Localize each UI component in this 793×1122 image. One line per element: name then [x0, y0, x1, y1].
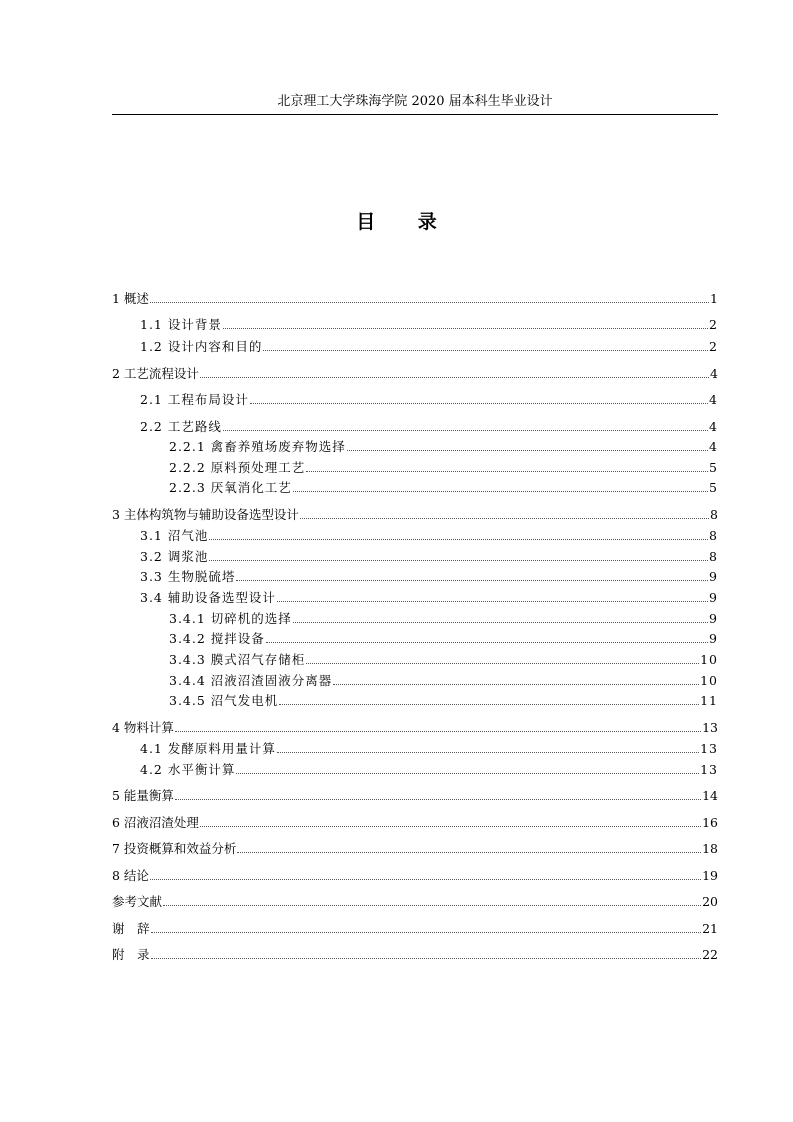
toc-entry[interactable] [169, 690, 718, 710]
toc-entry-page: 8 [709, 549, 718, 564]
toc-entry-page: 22 [702, 947, 718, 962]
toc-entry-label: 2.2.3 厌氧消化工艺 [169, 480, 292, 495]
toc-entry-page: 5 [709, 460, 718, 475]
toc-leader-dots [150, 865, 701, 880]
toc-entry-label: 1 概述 [112, 291, 149, 306]
toc-leader-dots [263, 336, 708, 351]
toc-entry-page: 13 [702, 720, 718, 735]
toc-entry-page: 9 [709, 569, 718, 584]
toc-entry-page: 11 [700, 693, 718, 708]
toc-entry-label: 谢 辞 [112, 921, 150, 936]
toc-entry[interactable] [112, 288, 718, 308]
toc-entry[interactable] [140, 759, 718, 779]
toc-entry-label: 3.4.3 膜式沼气存储柜 [169, 652, 306, 667]
toc-leader-dots [266, 628, 708, 643]
toc-entry-label: 2.2.2 原料预处理工艺 [169, 460, 306, 475]
running-header: 北京理工大学珠海学院 2020 届本科生毕业设计 [277, 94, 553, 109]
toc-entry[interactable] [112, 785, 718, 805]
toc-entry[interactable] [112, 717, 718, 737]
toc-entry-page: 5 [709, 480, 718, 495]
toc-entry-page: 19 [702, 868, 718, 883]
toc-leader-dots [200, 812, 701, 827]
toc-entry-label: 7 投资概算和效益分析 [112, 841, 237, 856]
toc-entry-label: 2 工艺流程设计 [112, 366, 199, 381]
toc-entry-page: 13 [700, 762, 718, 777]
toc-leader-dots [223, 416, 708, 431]
toc-entry[interactable] [140, 566, 718, 586]
toc-entry-page: 20 [702, 894, 718, 909]
toc-entry[interactable] [140, 416, 718, 436]
toc-entry-label: 附 录 [112, 947, 150, 962]
toc-leader-dots [293, 477, 708, 492]
toc-entry-label: 1.2 设计内容和目的 [140, 339, 263, 354]
toc-entry[interactable] [112, 363, 718, 383]
toc-entry[interactable] [112, 865, 718, 885]
toc-entry[interactable] [140, 336, 718, 356]
toc-entry-label: 4 物料计算 [112, 720, 174, 735]
toc-entry-label: 4.1 发酵原料用量计算 [140, 741, 276, 756]
toc-entry-label: 参考文献 [112, 894, 163, 909]
toc-leader-dots [277, 738, 699, 753]
toc-entry-page: 10 [700, 673, 718, 688]
toc-leader-dots [293, 608, 708, 623]
toc-entry-page: 4 [709, 392, 718, 407]
toc-leader-dots [237, 838, 701, 853]
toc-leader-dots [236, 759, 699, 774]
toc-entry[interactable] [140, 546, 718, 566]
toc-leader-dots [151, 944, 702, 959]
toc-entry-page: 1 [710, 291, 718, 306]
toc-entry-label: 3.4.5 沼气发电机 [169, 693, 279, 708]
toc-entry[interactable] [169, 649, 718, 669]
toc-leader-dots [150, 288, 709, 303]
toc-leader-dots [279, 690, 699, 705]
toc-entry-label: 3.4 辅助设备选型设计 [140, 590, 276, 605]
toc-entry[interactable] [169, 628, 718, 648]
toc-leader-dots [347, 436, 708, 451]
toc-entry-label: 2.2.1 禽畜养殖场废弃物选择 [169, 439, 346, 454]
toc-leader-dots [300, 504, 709, 519]
toc-entry-label: 3.4.2 搅拌设备 [169, 631, 265, 646]
toc-leader-dots [200, 363, 709, 378]
toc-entry-label: 3.4.4 沼液沼渣固液分离器 [169, 673, 333, 688]
toc-entry[interactable] [169, 436, 718, 456]
toc-entry-page: 16 [702, 815, 718, 830]
toc-entry[interactable] [112, 812, 718, 832]
toc-entry[interactable] [112, 891, 718, 911]
toc-entry-label: 5 能量衡算 [112, 788, 174, 803]
toc-leader-dots [223, 314, 708, 329]
toc-entry[interactable] [140, 389, 718, 409]
toc-entry-label: 3 主体构筑物与辅助设备选型设计 [112, 507, 299, 522]
toc-entry-label: 6 沼液沼渣处理 [112, 815, 199, 830]
toc-entry-label: 3.2 调浆池 [140, 549, 209, 564]
toc-entry-page: 14 [702, 788, 718, 803]
toc-entry-page: 4 [710, 366, 718, 381]
toc-entry-page: 9 [709, 611, 718, 626]
toc-entry-page: 4 [709, 419, 718, 434]
toc-entry-page: 21 [702, 921, 718, 936]
toc-entry[interactable] [140, 314, 718, 334]
toc-entry-label: 3.3 生物脱硫塔 [140, 569, 236, 584]
toc-leader-dots [250, 389, 708, 404]
toc-entry-page: 9 [709, 590, 718, 605]
toc-entry-page: 2 [709, 317, 718, 332]
toc-leader-dots [163, 891, 701, 906]
toc-entry[interactable] [140, 587, 718, 607]
toc-leader-dots [277, 587, 708, 602]
toc-leader-dots [236, 566, 708, 581]
toc-entry-page: 9 [709, 631, 718, 646]
toc-leader-dots [306, 649, 699, 664]
toc-entry-page: 4 [709, 439, 718, 454]
toc-entry-label: 4.2 水平衡计算 [140, 762, 236, 777]
toc-leader-dots [333, 670, 699, 685]
toc-entry-label: 8 结论 [112, 868, 149, 883]
toc-entry[interactable] [169, 457, 718, 477]
header-rule [112, 114, 718, 115]
toc-entry-label: 2.1 工程布局设计 [140, 392, 249, 407]
toc-entry-page: 18 [702, 841, 718, 856]
toc-entry[interactable] [112, 918, 718, 938]
toc-entry-label: 3.4.1 切碎机的选择 [169, 611, 292, 626]
toc-entry[interactable] [112, 504, 718, 524]
toc-leader-dots [175, 717, 701, 732]
toc-entry-page: 10 [700, 652, 718, 667]
toc-entry-page: 8 [710, 507, 718, 522]
toc-entry[interactable] [140, 738, 718, 758]
toc-leader-dots [209, 525, 708, 540]
toc-entry-page: 8 [709, 528, 718, 543]
toc-leader-dots [306, 457, 708, 472]
toc-leader-dots [175, 785, 701, 800]
toc-entry[interactable] [112, 944, 718, 964]
toc-entry[interactable] [169, 670, 718, 690]
toc-leader-dots [151, 918, 702, 933]
page-title: 目 录 [356, 211, 455, 233]
toc-entry-page: 13 [700, 741, 718, 756]
toc-entry[interactable] [140, 525, 718, 545]
toc-entry[interactable] [112, 838, 718, 858]
toc-entry-page: 2 [709, 339, 718, 354]
toc-entry[interactable] [169, 477, 718, 497]
toc-entry-label: 2.2 工艺路线 [140, 419, 222, 434]
toc-entry[interactable] [169, 608, 718, 628]
toc-entry-label: 1.1 设计背景 [140, 317, 222, 332]
toc-leader-dots [209, 546, 708, 561]
toc-entry-label: 3.1 沼气池 [140, 528, 209, 543]
